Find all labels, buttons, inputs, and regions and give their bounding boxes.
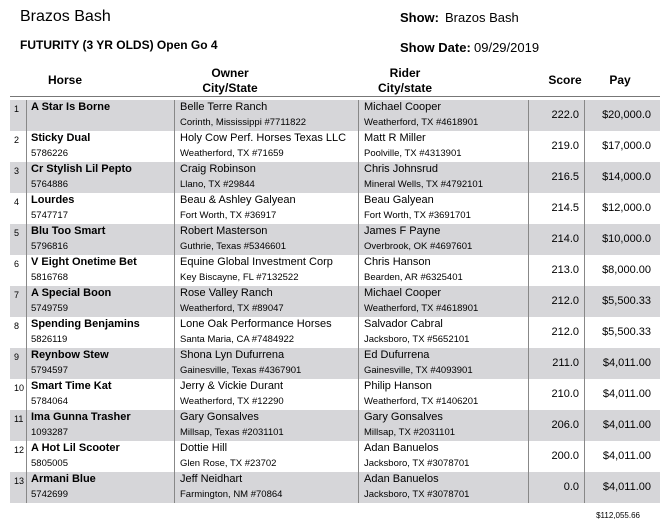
column-separator xyxy=(174,317,175,348)
score: 200.0 xyxy=(551,450,579,462)
column-separator xyxy=(358,472,359,503)
pay-amount: $4,011.00 xyxy=(602,481,651,493)
registration-number: 1093287 xyxy=(31,427,68,438)
column-separator xyxy=(528,317,529,348)
owner-name: Jeff Neidhart xyxy=(180,473,243,485)
column-header-owner-line1: Owner xyxy=(211,66,249,80)
horse-name: Ima Gunna Trasher xyxy=(31,411,131,423)
rider-location: Weatherford, TX #4618901 xyxy=(364,117,479,128)
column-separator xyxy=(174,100,175,131)
owner-name: Shona Lyn Dufurrena xyxy=(180,349,285,361)
rider-name: Matt R Miller xyxy=(364,132,426,144)
column-separator xyxy=(26,162,27,193)
score: 212.0 xyxy=(551,295,579,307)
column-header-rider-line1: Rider xyxy=(389,66,421,80)
column-separator xyxy=(528,162,529,193)
table-row xyxy=(10,472,660,503)
column-separator xyxy=(358,131,359,162)
column-separator xyxy=(26,379,27,410)
score: 219.0 xyxy=(551,140,579,152)
column-separator xyxy=(174,286,175,317)
column-separator xyxy=(26,255,27,286)
registration-number: 5794597 xyxy=(31,365,68,376)
show-label: Show: xyxy=(400,10,439,25)
column-separator xyxy=(358,317,359,348)
pay-amount: $5,500.33 xyxy=(602,295,651,307)
column-separator xyxy=(26,286,27,317)
row-number: 13 xyxy=(14,476,25,486)
column-separator xyxy=(358,379,359,410)
owner-name: Beau & Ashley Galyean xyxy=(180,194,296,206)
owner-name: Gary Gonsalves xyxy=(180,411,259,423)
column-separator xyxy=(528,100,529,131)
show-date-value: 09/29/2019 xyxy=(474,40,540,55)
column-separator xyxy=(358,162,359,193)
column-separator xyxy=(358,255,359,286)
row-number: 6 xyxy=(14,259,20,269)
column-separator xyxy=(358,224,359,255)
column-header-pay: Pay xyxy=(609,73,631,87)
rider-name: Philip Hanson xyxy=(364,380,432,392)
column-separator xyxy=(26,317,27,348)
rider-name: Beau Galyean xyxy=(364,194,434,206)
column-separator xyxy=(174,348,175,379)
rider-location: Millsap, TX #2031101 xyxy=(364,427,456,438)
horse-name: Smart Time Kat xyxy=(31,380,112,392)
owner-name: Belle Terre Ranch xyxy=(180,101,268,113)
column-separator xyxy=(358,286,359,317)
owner-location: Llano, TX #29844 xyxy=(180,179,255,190)
show-value: Brazos Bash xyxy=(445,10,519,25)
column-separator xyxy=(174,193,175,224)
horse-name: Sticky Dual xyxy=(31,132,91,144)
column-separator xyxy=(528,255,529,286)
table-row xyxy=(10,100,660,131)
owner-location: Corinth, Mississippi #7711822 xyxy=(180,117,307,128)
rider-name: James F Payne xyxy=(364,225,441,237)
registration-number: 5805005 xyxy=(31,458,68,469)
table-row xyxy=(10,317,660,348)
column-separator xyxy=(174,162,175,193)
rider-location: Jacksboro, TX #5652101 xyxy=(364,334,470,345)
row-number: 8 xyxy=(14,321,20,331)
row-number: 7 xyxy=(14,290,20,300)
rider-name: Gary Gonsalves xyxy=(364,411,443,423)
total-payout: $112,055.66 xyxy=(596,511,640,520)
pay-amount: $17,000.0 xyxy=(602,140,651,152)
header-divider xyxy=(10,96,660,97)
pay-amount: $5,500.33 xyxy=(602,326,651,338)
rider-name: Michael Cooper xyxy=(364,287,442,299)
column-separator xyxy=(528,441,529,472)
registration-number: 5764886 xyxy=(31,179,68,190)
row-number: 1 xyxy=(14,104,20,114)
column-separator xyxy=(358,100,359,131)
rider-name: Ed Dufurrena xyxy=(364,349,430,361)
table-row xyxy=(10,410,660,441)
registration-number: 5742699 xyxy=(31,489,68,500)
pay-amount: $4,011.00 xyxy=(602,388,651,400)
rider-name: Salvador Cabral xyxy=(364,318,443,330)
column-header-rider-line2: City/state xyxy=(377,81,433,95)
score: 214.0 xyxy=(551,233,579,245)
column-separator xyxy=(174,410,175,441)
owner-name: Craig Robinson xyxy=(180,163,256,175)
column-separator xyxy=(528,193,529,224)
owner-location: Millsap, Texas #2031101 xyxy=(180,427,284,438)
column-separator xyxy=(528,224,529,255)
column-header-horse: Horse xyxy=(47,73,82,87)
rider-name: Adan Banuelos xyxy=(364,442,439,454)
column-separator xyxy=(26,100,27,131)
column-separator xyxy=(174,224,175,255)
column-separator xyxy=(528,131,529,162)
table-row xyxy=(10,224,660,255)
pay-amount: $14,000.0 xyxy=(602,171,651,183)
column-separator xyxy=(26,224,27,255)
pay-amount: $20,000.0 xyxy=(602,109,651,121)
horse-name: Cr Stylish Lil Pepto xyxy=(31,163,132,175)
column-separator xyxy=(358,193,359,224)
table-row xyxy=(10,348,660,379)
column-separator xyxy=(358,348,359,379)
column-separator xyxy=(174,379,175,410)
rider-location: Jacksboro, TX #3078701 xyxy=(364,458,470,469)
show-date-label: Show Date: xyxy=(400,40,471,55)
owner-name: Lone Oak Performance Horses xyxy=(180,318,332,330)
pay-amount: $8,000.00 xyxy=(602,264,651,276)
column-separator xyxy=(26,441,27,472)
row-number: 2 xyxy=(14,135,20,145)
column-separator xyxy=(26,348,27,379)
column-separator xyxy=(528,286,529,317)
table-row xyxy=(10,131,660,162)
table-row xyxy=(10,441,660,472)
column-separator xyxy=(528,348,529,379)
owner-location: Key Biscayne, FL #7132522 xyxy=(180,272,299,283)
score: 206.0 xyxy=(551,419,579,431)
column-header-owner-line2: City/State xyxy=(202,81,258,95)
column-separator xyxy=(26,410,27,441)
owner-name: Equine Global Investment Corp xyxy=(180,256,333,268)
column-separator xyxy=(26,472,27,503)
registration-number: 5784064 xyxy=(31,396,68,407)
table-row xyxy=(10,255,660,286)
rider-location: Weatherford, TX #1406201 xyxy=(364,396,479,407)
pay-amount: $4,011.00 xyxy=(602,419,651,431)
owner-location: Weatherford, TX #12290 xyxy=(180,396,284,407)
table-row xyxy=(10,379,660,410)
score: 211.0 xyxy=(552,357,579,369)
rider-name: Adan Banuelos xyxy=(364,473,439,485)
rider-location: Poolville, TX #4313901 xyxy=(364,148,462,159)
rider-location: Weatherford, TX #4618901 xyxy=(364,303,479,314)
rider-location: Mineral Wells, TX #4792101 xyxy=(364,179,483,190)
score: 212.0 xyxy=(551,326,579,338)
rider-location: Gainesville, TX #4093901 xyxy=(364,365,473,376)
registration-number: 5749759 xyxy=(31,303,68,314)
owner-location: Gainesville, Texas #4367901 xyxy=(180,365,302,376)
row-number: 4 xyxy=(14,197,20,207)
pay-amount: $12,000.0 xyxy=(602,202,651,214)
row-number: 9 xyxy=(14,352,20,362)
table-row xyxy=(10,286,660,317)
score: 0.0 xyxy=(563,481,579,493)
owner-location: Glen Rose, TX #23702 xyxy=(180,458,277,469)
owner-name: Robert Masterson xyxy=(180,225,268,237)
rider-location: Bearden, AR #6325401 xyxy=(364,272,463,283)
column-header-owner xyxy=(160,66,300,96)
column-separator xyxy=(26,193,27,224)
row-number: 12 xyxy=(14,445,25,455)
event-name: Brazos Bash xyxy=(20,8,111,25)
rider-location: Jacksboro, TX #3078701 xyxy=(364,489,470,500)
rider-location: Fort Worth, TX #3691701 xyxy=(364,210,471,221)
registration-number: 5786226 xyxy=(31,148,68,159)
horse-name: Spending Benjamins xyxy=(31,318,140,330)
pay-amount: $4,011.00 xyxy=(602,450,651,462)
column-separator xyxy=(528,379,529,410)
owner-location: Weatherford, TX #71659 xyxy=(180,148,284,159)
horse-name: V Eight Onetime Bet xyxy=(31,256,137,268)
owner-name: Holy Cow Perf. Horses Texas LLC xyxy=(180,132,347,144)
pay-amount: $4,011.00 xyxy=(602,357,651,369)
registration-number: 5796816 xyxy=(31,241,68,252)
score: 214.5 xyxy=(551,202,579,214)
registration-number: 5826119 xyxy=(31,334,68,345)
rider-name: Michael Cooper xyxy=(364,101,442,113)
row-number: 11 xyxy=(14,414,24,424)
horse-name: Armani Blue xyxy=(31,473,96,485)
owner-location: Guthrie, Texas #5346601 xyxy=(180,241,286,252)
row-number: 3 xyxy=(14,166,20,176)
horse-name: A Hot Lil Scooter xyxy=(31,442,120,454)
owner-name: Jerry & Vickie Durant xyxy=(180,380,284,392)
column-separator xyxy=(528,410,529,441)
column-separator xyxy=(358,410,359,441)
registration-number: 5816768 xyxy=(31,272,68,283)
horse-name: A Special Boon xyxy=(31,287,112,299)
column-header-score: Score xyxy=(548,73,582,87)
owner-location: Farmington, NM #70864 xyxy=(180,489,283,500)
column-separator xyxy=(174,131,175,162)
rider-name: Chris Hanson xyxy=(364,256,431,268)
owner-name: Rose Valley Ranch xyxy=(180,287,273,299)
rider-name: Chris Johnsrud xyxy=(364,163,438,175)
column-separator xyxy=(174,472,175,503)
horse-name: Reynbow Stew xyxy=(31,349,109,361)
pay-amount: $10,000.0 xyxy=(602,233,651,245)
score: 210.0 xyxy=(551,388,579,400)
owner-location: Fort Worth, TX #36917 xyxy=(180,210,277,221)
column-separator xyxy=(528,472,529,503)
column-separator xyxy=(26,131,27,162)
horse-name: Lourdes xyxy=(31,194,75,206)
column-separator xyxy=(358,441,359,472)
column-separator xyxy=(174,441,175,472)
column-separator xyxy=(174,255,175,286)
owner-location: Santa Maria, CA #7484922 xyxy=(180,334,295,345)
class-name: FUTURITY (3 YR OLDS) Open Go 4 xyxy=(20,38,218,52)
row-number: 5 xyxy=(14,228,20,238)
horse-name: A Star Is Borne xyxy=(31,101,111,113)
score: 213.0 xyxy=(551,264,579,276)
score: 216.5 xyxy=(551,171,579,183)
owner-location: Weatherford, TX #89047 xyxy=(180,303,284,314)
registration-number: 5747717 xyxy=(31,210,68,221)
column-header-rider xyxy=(340,66,470,96)
horse-name: Blu Too Smart xyxy=(31,225,106,237)
rider-location: Overbrook, OK #4697601 xyxy=(364,241,473,252)
owner-name: Dottie Hill xyxy=(180,442,228,454)
table-row xyxy=(10,162,660,193)
row-number: 10 xyxy=(14,383,25,393)
table-row xyxy=(10,193,660,224)
score: 222.0 xyxy=(551,109,579,121)
